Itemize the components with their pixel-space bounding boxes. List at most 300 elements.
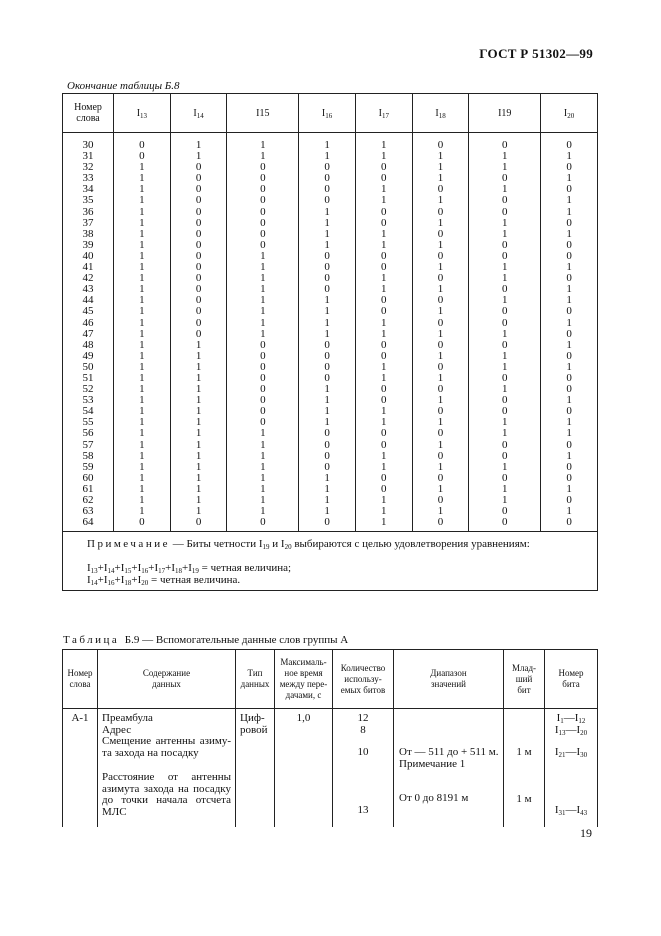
cell-bit-value: 0	[170, 218, 227, 229]
col-header-i13: $I_{13}$	[114, 94, 171, 133]
cell-bit-value: 1	[170, 384, 227, 395]
cell-bit-value: 1	[299, 495, 356, 506]
table-note: Примечание — Биты четности $I_{19}$ и $I_{20}$ выбираются с целью удовлетворения уравнениям: $I_{13}+I_{14}+I_{15}+I_{16}+I_{17}+I_{18}+I_{19}$ = четная величина; $I_{14}+I_{16}+I_{18}+I_{20}$ = четная величина.	[63, 532, 598, 591]
cell-bit-value: 0	[412, 451, 469, 462]
cell-word-number: А-1	[63, 709, 98, 822]
cell-bit-value: 1	[114, 251, 171, 262]
cell-bit-value: 1	[227, 428, 299, 439]
cell-bit-value: 1	[114, 462, 171, 473]
cell-bit-value: 1	[170, 473, 227, 484]
cell-bit-value: 1	[170, 373, 227, 384]
cell-bit-value: 1	[412, 373, 469, 384]
cell-bit-value: 0	[412, 251, 469, 262]
cell-bit-value: 1	[355, 184, 412, 195]
col-header-word-number: Номер слова	[63, 650, 98, 709]
cell-bit-value: 1	[541, 451, 598, 462]
table-row	[63, 517, 598, 532]
cell-bit-value: 1	[412, 218, 469, 229]
cell-bit-value: 0	[170, 517, 227, 532]
cell-bit-value: 1	[227, 440, 299, 451]
cell-bit-value: 1	[541, 417, 598, 428]
cell-bit-value: 0	[170, 329, 227, 340]
cell-bit-value: 1	[355, 329, 412, 340]
cell-bit-value: 1	[469, 428, 541, 439]
cell-word-number: 39	[63, 240, 114, 251]
cell-bit-value: 0	[412, 495, 469, 506]
cell-word-number: 56	[63, 428, 114, 439]
cell-bit-value: 1	[114, 351, 171, 362]
cell-bit-value: 0	[114, 151, 171, 162]
cell-word-number: 38	[63, 229, 114, 240]
cell-bit-value: 0	[170, 184, 227, 195]
bit-range-1: $I_1—I_{12}$	[556, 712, 586, 725]
bit-range-4: $I_{31}—I_{43}$	[554, 803, 588, 817]
equation-2: $I_{14}+I_{16}+I_{18}+I_{20}$ = четная величина.	[87, 574, 241, 588]
cell-bit-value: 1	[355, 151, 412, 162]
cell-bit-value: 1	[355, 517, 412, 532]
cell-bit-value: 0	[469, 440, 541, 451]
cell-bit-value: 1	[227, 451, 299, 462]
cell-bit-value: 1	[227, 295, 299, 306]
cell-word-number: 44	[63, 295, 114, 306]
table-row	[63, 709, 598, 822]
cell-bit-value: 1	[412, 262, 469, 273]
note-label: Примечание	[87, 538, 170, 551]
cell-bit-value: 1	[355, 462, 412, 473]
cell-bit-value: 1	[227, 251, 299, 262]
col-header-i15: I15	[227, 94, 299, 133]
cell-bit-value: 1	[541, 362, 598, 373]
col-header-lsb: Млад- ший бит	[504, 650, 545, 709]
cell-bit-value: 1	[355, 240, 412, 251]
cell-bit-value: 1	[355, 417, 412, 428]
cell-word-number: 62	[63, 495, 114, 506]
cell-bit-value: 0	[541, 162, 598, 173]
cell-bit-value: 1	[114, 340, 171, 351]
col-header-i14: $I_{14}$	[170, 94, 227, 133]
cell-bit-value: 0	[227, 406, 299, 417]
cell-bit-value: 1	[469, 462, 541, 473]
cell-bit-value: 1	[469, 484, 541, 495]
cell-bit-value: 1	[355, 318, 412, 329]
cell-bit-value: 1	[541, 340, 598, 351]
cell-bit-value: 0	[299, 273, 356, 284]
cell-bit-value: 1	[469, 329, 541, 340]
cell-bit-value: 0	[227, 229, 299, 240]
cell-bit-value: 1	[114, 273, 171, 284]
cell-bit-value: 1	[469, 184, 541, 195]
cell-bit-value: 0	[355, 340, 412, 351]
cell-bit-value: 1	[170, 133, 227, 152]
col-header-bit-number: Номер бита	[545, 650, 598, 709]
cell-bit-value: 1	[541, 395, 598, 406]
cell-bit-value: 1	[114, 195, 171, 206]
cell-bit-value: 1	[170, 351, 227, 362]
cell-bit-value: 1	[114, 506, 171, 517]
cell-bit-value: 1	[412, 284, 469, 295]
cell-bit-value: 1	[114, 184, 171, 195]
cell-bit-value: 1	[299, 318, 356, 329]
cell-bit-value: 1	[170, 428, 227, 439]
cell-bit-value: 0	[227, 184, 299, 195]
cell-bit-value: 1	[170, 417, 227, 428]
cell-bit-value: 0	[541, 406, 598, 417]
cell-bit-value: 1	[299, 473, 356, 484]
cell-bit-value: 1	[170, 395, 227, 406]
cell-bit-number	[545, 709, 598, 822]
bit-range-3: $I_{21}—I_{30}$	[554, 746, 588, 759]
cell-bit-value: 0	[299, 428, 356, 439]
cell-bit-value: 1	[355, 195, 412, 206]
col-header-i16: $I_{16}$	[299, 94, 356, 133]
equation-1: $I_{13}+I_{14}+I_{15}+I_{16}+I_{17}+I_{18}+I_{19}$ = четная величина;	[87, 562, 292, 576]
cell-bit-value: 0	[541, 240, 598, 251]
cell-bit-value: 1	[114, 240, 171, 251]
cell-bit-value: 0	[469, 133, 541, 152]
cell-bit-value: 0	[299, 195, 356, 206]
cell-word-number: 41	[63, 262, 114, 273]
cell-bit-value: 0	[299, 451, 356, 462]
cell-bit-value: 1	[541, 318, 598, 329]
cell-bit-value: 0	[227, 395, 299, 406]
cell-bit-value: 0	[541, 306, 598, 317]
cell-bit-value: 1	[355, 229, 412, 240]
cell-word-number: 55	[63, 417, 114, 428]
cell-word-number: 40	[63, 251, 114, 262]
cell-word-number: 36	[63, 207, 114, 218]
cell-bit-value: 0	[355, 351, 412, 362]
cell-word-number: 37	[63, 218, 114, 229]
cell-bit-value: 0	[114, 517, 171, 532]
cell-bit-value: 1	[299, 329, 356, 340]
cell-bit-value: 1	[170, 484, 227, 495]
cell-word-number: 43	[63, 284, 114, 295]
cell-bit-value: 1	[227, 495, 299, 506]
cell-bit-value: 1	[469, 262, 541, 273]
cell-bit-value: 1	[355, 273, 412, 284]
table-row	[63, 428, 598, 439]
cell-bit-value: 0	[355, 473, 412, 484]
cell-bit-value: 0	[170, 295, 227, 306]
cell-bit-value: 0	[469, 473, 541, 484]
cell-bit-value: 0	[227, 162, 299, 173]
cell-bit-value: 0	[114, 133, 171, 152]
cell-bit-value: 0	[299, 373, 356, 384]
cell-bit-value: 0	[412, 362, 469, 373]
cell-bit-value: 0	[227, 517, 299, 532]
cell-word-number: 64	[63, 517, 114, 532]
cell-bit-value: 1	[412, 151, 469, 162]
cell-bit-value: 1	[412, 162, 469, 173]
cell-bit-value: 0	[170, 162, 227, 173]
cell-bit-value: 1	[355, 362, 412, 373]
cell-word-number: 60	[63, 473, 114, 484]
cell-bit-value: 0	[469, 517, 541, 532]
cell-bit-value: 0	[541, 218, 598, 229]
cell-bit-value: 0	[355, 306, 412, 317]
cell-bit-value: 1	[469, 417, 541, 428]
cell-word-number: 53	[63, 395, 114, 406]
cell-bit-value: 1	[170, 340, 227, 351]
cell-bit-value: 0	[469, 406, 541, 417]
cell-bit-value: 0	[299, 351, 356, 362]
cell-bit-value: 0	[299, 173, 356, 184]
cell-bit-value: 1	[227, 151, 299, 162]
cell-bit-value: 1	[299, 229, 356, 240]
cell-bit-value: 1	[114, 229, 171, 240]
cell-bit-value: 1	[412, 440, 469, 451]
cell-bit-value: 0	[170, 273, 227, 284]
cell-bit-value: 1	[355, 133, 412, 152]
cell-bit-value: 1	[412, 306, 469, 317]
cell-bit-value: 1	[541, 284, 598, 295]
cell-bit-value: 0	[541, 495, 598, 506]
cell-bit-value: 1	[541, 229, 598, 240]
cell-bit-value: 1	[469, 295, 541, 306]
cell-bit-value: 0	[299, 251, 356, 262]
cell-bit-value: 0	[355, 207, 412, 218]
cell-bit-value: 1	[412, 506, 469, 517]
cell-bit-value: 0	[299, 362, 356, 373]
cell-bit-value: 1	[299, 151, 356, 162]
cell-bit-value: 0	[355, 384, 412, 395]
cell-bit-value: 1	[299, 395, 356, 406]
cell-bit-value: 0	[170, 240, 227, 251]
cell-bit-value: 1	[412, 351, 469, 362]
cell-bit-value: 1	[227, 318, 299, 329]
cell-bit-value: 0	[541, 473, 598, 484]
cell-bit-value: 1	[170, 362, 227, 373]
cell-bit-value: 1	[412, 395, 469, 406]
cell-bit-value: 0	[355, 218, 412, 229]
cell-bit-value: 1	[170, 462, 227, 473]
cell-bit-value: 1	[170, 451, 227, 462]
cell-word-number: 47	[63, 329, 114, 340]
cell-bit-value: 1	[299, 417, 356, 428]
cell-bit-value: 1	[170, 440, 227, 451]
cell-bit-value: 1	[541, 173, 598, 184]
cell-bit-value: 0	[469, 251, 541, 262]
col-header-content: Содержание данных	[98, 650, 236, 709]
cell-bit-value: 0	[541, 517, 598, 532]
cell-word-number: 58	[63, 451, 114, 462]
cell-bit-value: 0	[469, 207, 541, 218]
cell-bit-value: 1	[299, 218, 356, 229]
cell-bit-value: 0	[299, 284, 356, 295]
cell-bit-value: 0	[170, 262, 227, 273]
cell-bit-value: 1	[170, 495, 227, 506]
cell-bit-value: 1	[114, 428, 171, 439]
cell-bit-value: 1	[114, 362, 171, 373]
cell-bit-value: 1	[114, 384, 171, 395]
cell-bit-value: 1	[469, 162, 541, 173]
cell-word-number: 61	[63, 484, 114, 495]
cell-bit-value: 0	[469, 306, 541, 317]
cell-bit-value: 0	[412, 229, 469, 240]
cell-bit-value: 0	[170, 195, 227, 206]
cell-bit-value: 1	[114, 373, 171, 384]
cell-bit-value: 0	[170, 251, 227, 262]
cell-word-number: 49	[63, 351, 114, 362]
cell-bit-value: 0	[227, 373, 299, 384]
table-row	[63, 133, 598, 152]
cell-word-number: 45	[63, 306, 114, 317]
cell-bit-value: 1	[170, 506, 227, 517]
cell-bit-value: 1	[114, 207, 171, 218]
cell-word-number: 34	[63, 184, 114, 195]
cell-bit-value: 0	[541, 373, 598, 384]
cell-bit-value: 1	[114, 451, 171, 462]
cell-bit-value: 0	[412, 184, 469, 195]
table-b9	[62, 649, 598, 827]
cell-bit-value: 0	[355, 395, 412, 406]
cell-word-number: 46	[63, 318, 114, 329]
table-header-row	[63, 650, 598, 709]
table-row	[63, 195, 598, 206]
col-header-i19: I19	[469, 94, 541, 133]
cell-bit-value: 0	[170, 284, 227, 295]
cell-bit-value: 0	[412, 517, 469, 532]
cell-word-number: 30	[63, 133, 114, 152]
col-header-word-number: Номер слова	[63, 94, 114, 133]
cell-bit-value: 1	[114, 395, 171, 406]
table-row	[63, 306, 598, 317]
cell-word-number: 59	[63, 462, 114, 473]
cell-bit-value: 0	[469, 173, 541, 184]
cell-bit-value: 1	[299, 506, 356, 517]
cell-bit-value: 1	[114, 295, 171, 306]
bit-range-2: $I_{13}—I_{20}$	[554, 723, 588, 737]
table-b9-caption: Таблица Б.9 — Вспомогательные данные слов группы А	[63, 634, 349, 646]
cell-word-number: 52	[63, 384, 114, 395]
cell-bit-value: 0	[469, 284, 541, 295]
cell-bit-value: 1	[227, 329, 299, 340]
cell-bit-value: 1	[412, 462, 469, 473]
cell-bit-value: 1	[227, 506, 299, 517]
cell-bit-value: 0	[469, 340, 541, 351]
cell-bit-value: 1	[469, 151, 541, 162]
cell-bit-value: 1	[227, 133, 299, 152]
cell-bit-value: 0	[227, 218, 299, 229]
cell-bit-value: 1	[114, 162, 171, 173]
cell-bit-value: 1	[469, 229, 541, 240]
cell-bit-value: 1	[114, 473, 171, 484]
cell-bits: 12 8 10 13	[333, 709, 394, 822]
cell-bit-value: 0	[412, 384, 469, 395]
cell-bit-value: 0	[541, 133, 598, 152]
cell-bit-value: 1	[299, 207, 356, 218]
cell-bit-value: 0	[541, 184, 598, 195]
cell-bit-value: 0	[469, 318, 541, 329]
cell-bit-value: 0	[469, 506, 541, 517]
cell-bit-value: 0	[299, 262, 356, 273]
cell-bit-value: 1	[299, 406, 356, 417]
cell-bit-value: 1	[469, 495, 541, 506]
cell-bit-value: 0	[227, 207, 299, 218]
cell-bit-value: 1	[469, 218, 541, 229]
cell-word-number: 63	[63, 506, 114, 517]
cell-bit-value: 1	[227, 473, 299, 484]
cell-bit-value: 1	[114, 262, 171, 273]
cell-bit-value: 0	[412, 207, 469, 218]
table-row	[63, 207, 598, 218]
cell-bit-value: 1	[114, 284, 171, 295]
cell-bit-value: 1	[412, 173, 469, 184]
table-continuation-caption: Окончание таблицы Б.8	[67, 80, 180, 92]
cell-bit-value: 1	[355, 451, 412, 462]
cell-word-number: 50	[63, 362, 114, 373]
cell-bit-value: 1	[299, 484, 356, 495]
cell-bit-value: 0	[541, 440, 598, 451]
cell-bit-value: 1	[114, 495, 171, 506]
cell-bit-value: 0	[227, 417, 299, 428]
table-b8	[62, 93, 598, 591]
cell-bit-value: 0	[541, 462, 598, 473]
cell-bit-value: 0	[412, 273, 469, 284]
col-header-i17: $I_{17}$	[355, 94, 412, 133]
cell-bit-value: 1	[541, 151, 598, 162]
cell-bit-value: 0	[170, 306, 227, 317]
col-header-i18: $I_{18}$	[412, 94, 469, 133]
document-code: ГОСТ Р 51302—99	[479, 46, 593, 61]
cell-bit-value: 0	[170, 173, 227, 184]
cell-bit-value: 0	[227, 173, 299, 184]
table-row	[63, 318, 598, 329]
cell-bit-value: 0	[469, 240, 541, 251]
table-note-row	[63, 532, 598, 591]
cell-word-number: 57	[63, 440, 114, 451]
cell-bit-value: 0	[299, 440, 356, 451]
cell-bit-value: 0	[355, 484, 412, 495]
cell-max-time: 1,0	[275, 709, 333, 822]
cell-word-number: 35	[63, 195, 114, 206]
cell-bit-value: 0	[170, 229, 227, 240]
cell-bit-value: 1	[114, 306, 171, 317]
cell-bit-value: 1	[355, 373, 412, 384]
cell-bit-value: 1	[469, 362, 541, 373]
cell-bit-value: 0	[227, 195, 299, 206]
cell-bit-value: 1	[114, 218, 171, 229]
table-header-row	[63, 94, 598, 133]
cell-bit-value: 1	[227, 273, 299, 284]
cell-bit-value: 0	[299, 517, 356, 532]
cell-bit-value: 0	[469, 395, 541, 406]
cell-bit-value: 1	[412, 484, 469, 495]
cell-bit-value: 0	[355, 428, 412, 439]
col-header-bits: Количество использу- емых битов	[333, 650, 394, 709]
cell-bit-value: 0	[299, 184, 356, 195]
cell-word-number: 31	[63, 151, 114, 162]
cell-bit-value: 1	[170, 151, 227, 162]
cell-bit-value: 0	[412, 318, 469, 329]
cell-bit-value: 0	[227, 240, 299, 251]
cell-bit-value: 0	[412, 133, 469, 152]
cell-bit-value: 1	[114, 318, 171, 329]
cell-bit-value: 0	[355, 251, 412, 262]
cell-bit-value: 0	[355, 162, 412, 173]
cell-bit-value: 1	[114, 417, 171, 428]
cell-bit-value: 1	[541, 262, 598, 273]
cell-bit-value: 1	[355, 406, 412, 417]
cell-bit-value: 1	[299, 133, 356, 152]
cell-bit-value: 1	[227, 306, 299, 317]
cell-bit-value: 0	[412, 295, 469, 306]
cell-bit-value: 0	[355, 173, 412, 184]
cell-bit-value: 0	[412, 406, 469, 417]
cell-bit-value: 0	[541, 351, 598, 362]
cell-word-number: 42	[63, 273, 114, 284]
cell-bit-value: 1	[114, 406, 171, 417]
